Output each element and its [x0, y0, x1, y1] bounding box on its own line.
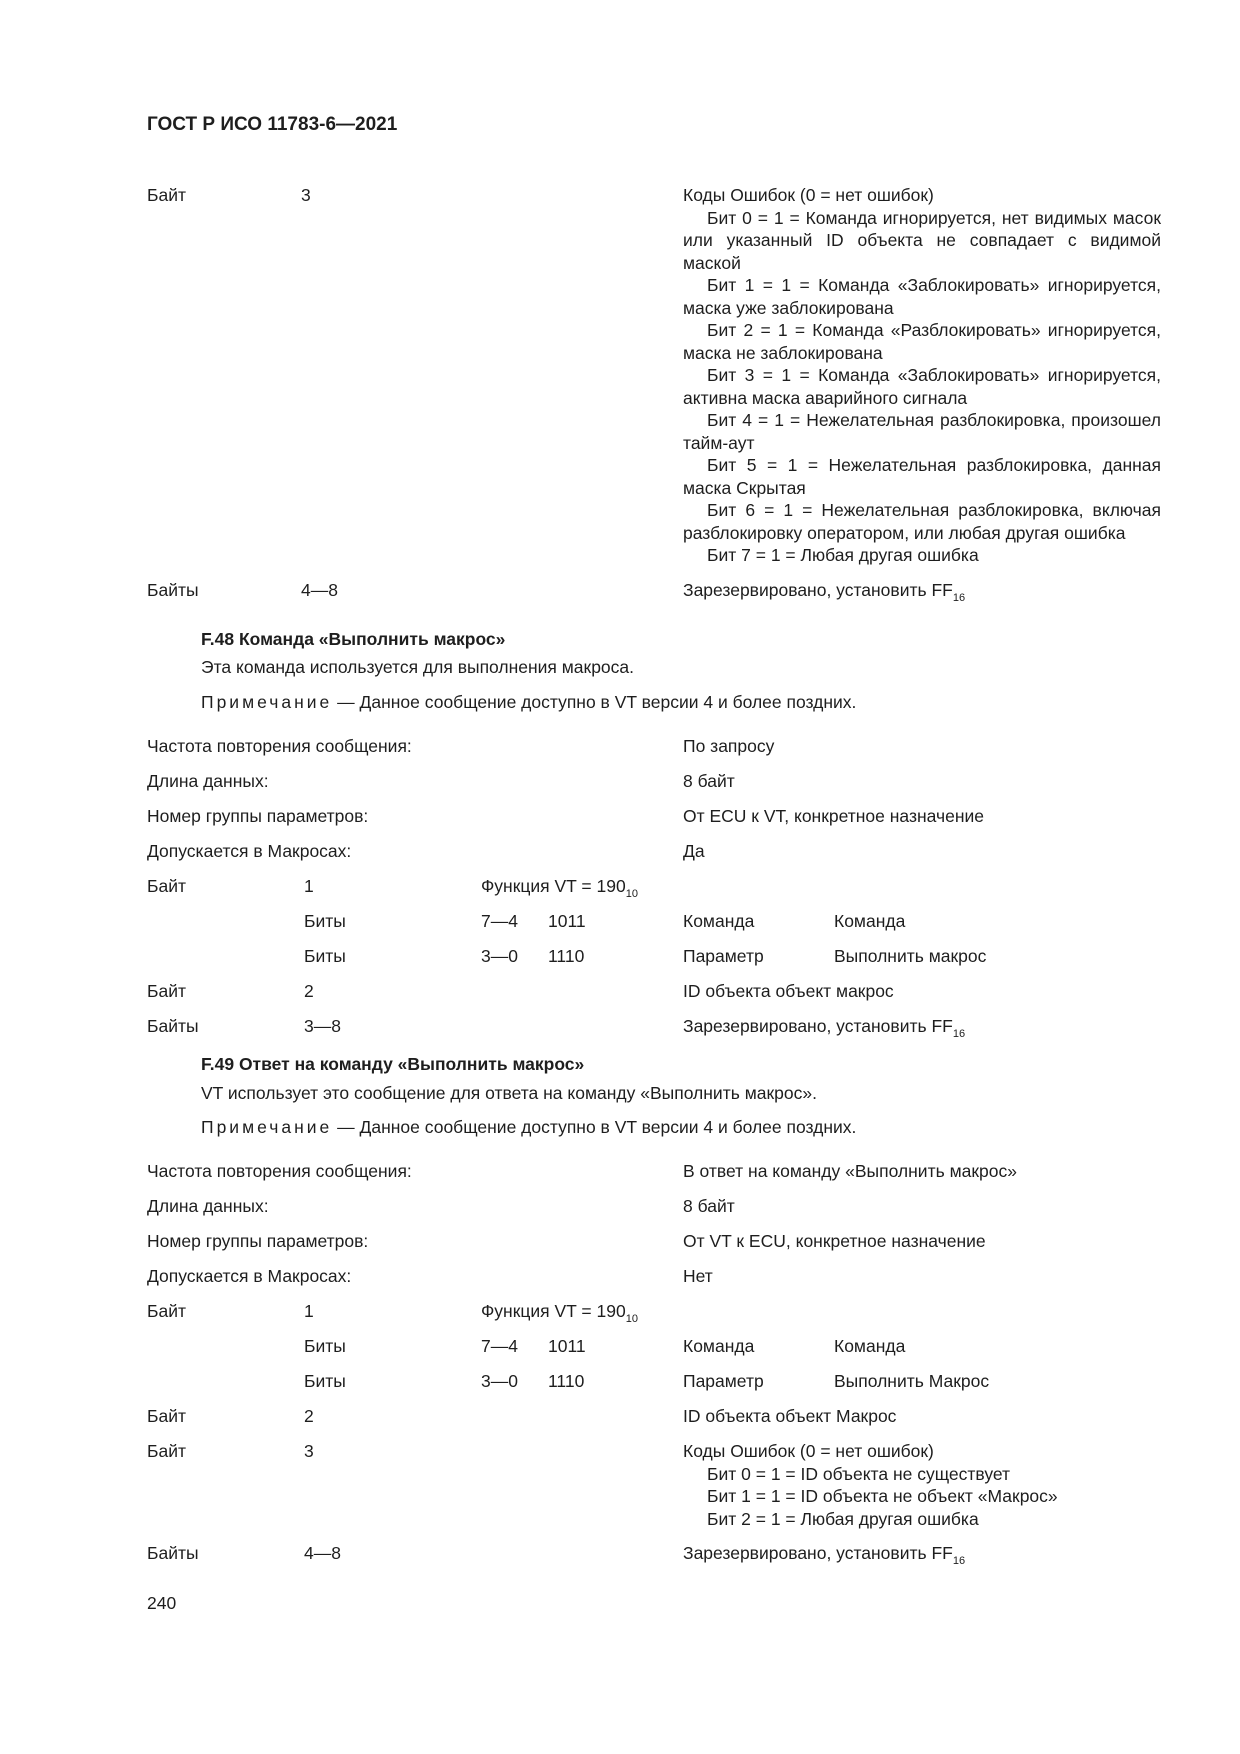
f49-prop-value: В ответ на команду «Выполнить макрос»	[683, 1161, 1017, 1181]
f48-prop-label: Длина данных:	[147, 771, 269, 791]
f49-byte1-func: Функция VT = $190_{10}$	[481, 1301, 638, 1325]
f48-prop-label: Номер группы параметров:	[147, 806, 369, 826]
f49-bits2-value: 1110	[548, 1371, 585, 1391]
f48-bits1-label: Биты	[304, 911, 346, 931]
f49-byte3-index: 3	[304, 1441, 314, 1461]
f48-note: Примечание — Данное сообщение доступно в VT версии 4 и более поздних.	[201, 692, 857, 712]
bytes48-label: Байты	[147, 580, 199, 600]
f49-bits2-field: Параметр	[683, 1371, 764, 1391]
f49-bits1-value: 1011	[548, 1336, 586, 1356]
f48-bits1-meaning: Команда	[834, 911, 906, 931]
f49-prop-label: Допускается в Макросах:	[147, 1266, 352, 1286]
f48-prop-value: Да	[683, 841, 705, 861]
document-header: ГОСТ Р ИСО 11783-6—2021	[147, 114, 398, 135]
f49-bits1-range: 7—4	[481, 1336, 518, 1356]
f48-byte1-index: 1	[304, 876, 314, 896]
f48-bits2-range: 3—0	[481, 946, 518, 966]
f48-intro: Эта команда используется для выполнения макроса.	[201, 657, 635, 677]
f49-byte1-index: 1	[304, 1301, 314, 1321]
f48-prop-value: По запросу	[683, 736, 775, 756]
error-bit-6: Бит 6 = 1 = Нежелательная разблокировка, включая разблокировку оператором, или любая другая ошибка	[683, 500, 1161, 543]
byte3-label: Байт	[147, 185, 187, 205]
f48-heading: F.48 Команда «Выполнить макрос»	[201, 629, 506, 649]
f48-bits1-range: 7—4	[481, 911, 518, 931]
f49-byte1-label: Байт	[147, 1301, 187, 1321]
f49-intro: VT использует это сообщение для ответа на команду «Выполнить макрос».	[201, 1083, 817, 1103]
f48-prop-label: Частота повторения сообщения:	[147, 736, 412, 756]
f49-byte2-label: Байт	[147, 1406, 187, 1426]
bytes48-index: 4—8	[301, 580, 338, 600]
f48-prop-value: От ECU к VT, конкретное назначение	[683, 806, 985, 826]
f48-bits2-label: Биты	[304, 946, 346, 966]
bytes48-desc: Зарезервировано, установить $FF_{16}$	[683, 580, 966, 604]
page-number: 240	[147, 1593, 177, 1613]
error-bit-0: Бит 0 = 1 = ID объекта не существует	[707, 1463, 1011, 1484]
f49-bits1-label: Биты	[304, 1336, 346, 1356]
f49-bits2-meaning: Выполнить Макрос	[834, 1371, 990, 1391]
f49-bits1-meaning: Команда	[834, 1336, 906, 1356]
f49-bytes48-label: Байты	[147, 1543, 199, 1563]
error-codes-title: Коды Ошибок (0 = нет ошибок)	[683, 1441, 934, 1461]
byte3-index: 3	[301, 185, 311, 205]
f49-byte2-index: 2	[304, 1406, 314, 1426]
f49-prop-value: 8 байт	[683, 1196, 735, 1216]
error-bit-1: Бит 1 = 1 = Команда «Заблокировать» игнорируется, маска уже заблокирована	[683, 275, 1161, 318]
f48-bits2-value: 1110	[548, 946, 585, 966]
error-bit-3: Бит 3 = 1 = Команда «Заблокировать» игнорируется, активна маска аварийного сигнала	[683, 365, 1161, 408]
f49-prop-value: Нет	[683, 1266, 713, 1286]
f48-bits2-field: Параметр	[683, 946, 764, 966]
f48-byte1-func: Функция VT = $190_{10}$	[481, 876, 638, 900]
f49-bytes48-index: 4—8	[304, 1543, 341, 1563]
f48-prop-label: Допускается в Макросах:	[147, 841, 352, 861]
error-codes-title: Коды Ошибок (0 = нет ошибок)	[683, 185, 934, 205]
error-bit-1: Бит 1 = 1 = ID объекта не объект «Макрос»	[707, 1486, 1058, 1506]
error-bit-5: Бит 5 = 1 = Нежелательная разблокировка, данная маска Скрытая	[683, 455, 1161, 498]
f48-bytes38-index: 3—8	[304, 1016, 341, 1036]
f49-prop-label: Длина данных:	[147, 1196, 269, 1216]
f48-byte2-index: 2	[304, 981, 314, 1001]
f48-prop-value: 8 байт	[683, 771, 735, 791]
f49-bits2-label: Биты	[304, 1371, 346, 1391]
f49-bytes48-desc: Зарезервировано, установить $FF_{16}$	[683, 1543, 966, 1567]
error-bit-4: Бит 4 = 1 = Нежелательная разблокировка, произошел тайм-аут	[683, 410, 1161, 453]
error-bit-2: Бит 2 = 1 = Любая другая ошибка	[707, 1508, 979, 1529]
f49-byte3-error-codes	[683, 1440, 1161, 1530]
f48-byte1-label: Байт	[147, 876, 187, 896]
error-bit-2: Бит 2 = 1 = Команда «Разблокировать» игнорируется, маска не заблокирована	[683, 320, 1161, 363]
f49-prop-value: От VT к ECU, конкретное назначение	[683, 1231, 986, 1251]
f48-bits1-field: Команда	[683, 911, 755, 931]
f49-prop-label: Номер группы параметров:	[147, 1231, 369, 1251]
f49-prop-label: Частота повторения сообщения:	[147, 1161, 412, 1181]
f49-bits2-range: 3—0	[481, 1371, 518, 1391]
f49-bits1-field: Команда	[683, 1336, 755, 1356]
f48-bits2-meaning: Выполнить макрос	[834, 946, 987, 966]
error-bit-7: Бит 7 = 1 = Любая другая ошибка	[707, 545, 979, 565]
f48-bytes38-desc: Зарезервировано, установить $FF_{16}$	[683, 1016, 966, 1040]
f49-byte3-label: Байт	[147, 1441, 187, 1461]
f48-byte2-desc: ID объекта объект макрос	[683, 981, 894, 1001]
error-bit-0: Бит 0 = 1 = Команда игнорируется, нет видимых масок или указанный ID объекта не совпадает с видимой маской	[683, 207, 1161, 273]
f49-byte2-desc: ID объекта объект Макрос	[683, 1406, 897, 1426]
f48-bits1-value: 1011	[548, 911, 586, 931]
byte3-error-codes	[683, 184, 1161, 567]
f49-note: Примечание — Данное сообщение доступно в VT версии 4 и более поздних.	[201, 1117, 857, 1137]
f48-byte2-label: Байт	[147, 981, 187, 1001]
f48-bytes38-label: Байты	[147, 1016, 199, 1036]
f49-heading: F.49 Ответ на команду «Выполнить макрос»	[201, 1054, 585, 1074]
